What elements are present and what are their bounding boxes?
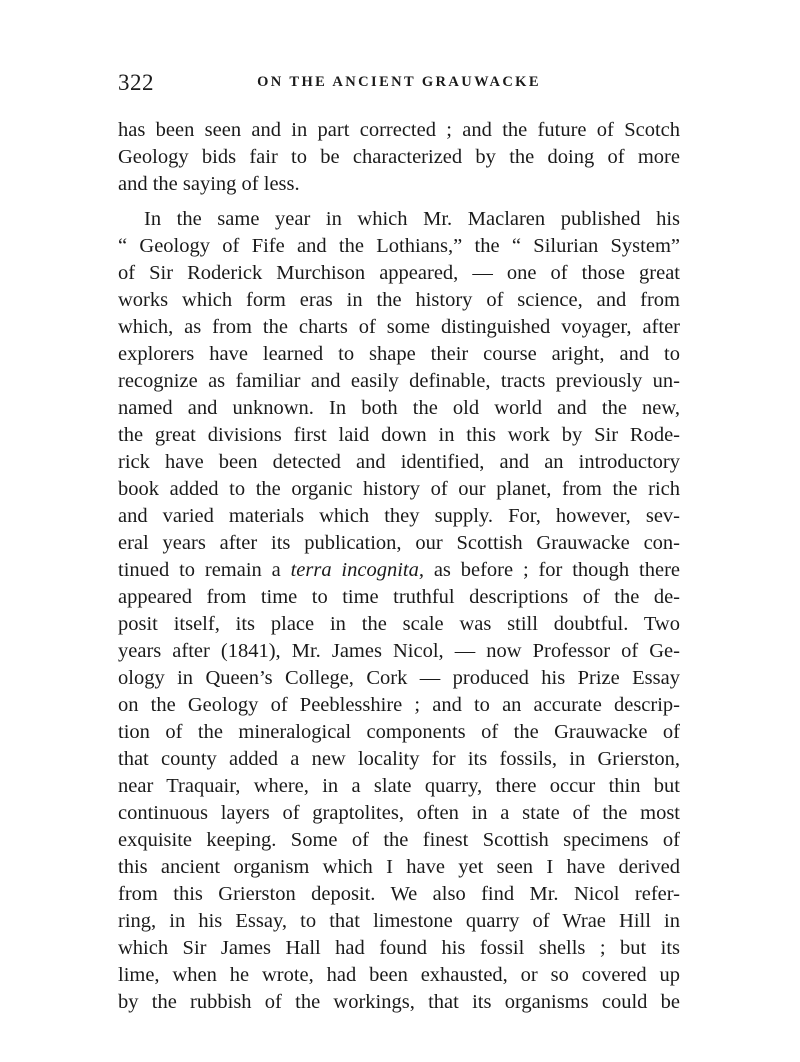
italic-phrase: terra incognita, [290,559,424,581]
body-text [118,117,680,1016]
text-line: appeared from time to time truthful descriptions of the de- [118,586,680,608]
text-run: tinued to remain a [118,559,291,581]
text-line: In the same year in which Mr. Maclaren published his [144,208,680,230]
text-line: by the rubbish of the workings, that its organisms could be [118,991,680,1013]
page-number: 322 [118,70,154,95]
text-line: posit itself, its place in the scale was still doubtful. Two [118,613,680,635]
text-line-with-italic [118,557,680,584]
text-line: ology in Queen’s College, Cork — produced his Prize Essay [118,667,680,689]
text-line: explorers have learned to shape their course aright, and to [118,343,680,365]
text-line: the great divisions first laid down in this work by Sir Rode- [118,424,680,446]
text-line: continuous layers of graptolites, often in a state of the most [118,802,680,824]
text-line: and the saying of less. [118,173,300,195]
text-line: works which form eras in the history of science, and from [118,289,680,311]
text-line: near Traquair, where, in a slate quarry, there occur thin but [118,775,680,797]
text-line: years after (1841), Mr. James Nicol, — now Professor of Ge- [118,640,680,662]
text-line: this ancient organism which I have yet seen I have derived [118,856,680,878]
paragraph [118,206,680,1016]
text-line: rick have been detected and identified, and an introductory [118,451,680,473]
text-line: “ Geology of Fife and the Lothians,” the “ Silurian System” [118,235,680,257]
text-line: on the Geology of Peeblesshire ; and to an accurate descrip- [118,694,680,716]
paragraph-gap [118,198,680,206]
text-line: which, as from the charts of some distinguished voyager, after [118,316,680,338]
text-line: ring, in his Essay, to that limestone quarry of Wrae Hill in [118,910,680,932]
text-line: named and unknown. In both the old world and the new, [118,397,680,419]
text-line: of Sir Roderick Murchison appeared, — one of those great [118,262,680,284]
running-title: ON THE ANCIENT GRAUWACKE [257,74,541,90]
text-line: and varied materials which they supply. For, however, sev- [118,505,680,527]
paragraph [118,117,680,198]
text-line: Geology bids fair to be characterized by the doing of more [118,146,680,168]
text-line: lime, when he wrote, had been exhausted, or so covered up [118,964,680,986]
text-line: that county added a new locality for its fossils, in Grierston, [118,748,680,770]
running-head [118,70,680,96]
text-line: book added to the organic history of our planet, from the rich [118,478,680,500]
text-line: from this Grierston deposit. We also find Mr. Nicol refer- [118,883,680,905]
text-line: exquisite keeping. Some of the finest Scottish specimens of [118,829,680,851]
text-line: eral years after its publication, our Scottish Grauwacke con- [118,532,680,554]
text-line: which Sir James Hall had found his fossil shells ; but its [118,937,680,959]
text-line: has been seen and in part corrected ; and the future of Scotch [118,119,680,141]
text-run: as before ; for though there [423,559,680,581]
text-line: recognize as familiar and easily definable, tracts previously un- [118,370,680,392]
text-line: tion of the mineralogical components of the Grauwacke of [118,721,680,743]
